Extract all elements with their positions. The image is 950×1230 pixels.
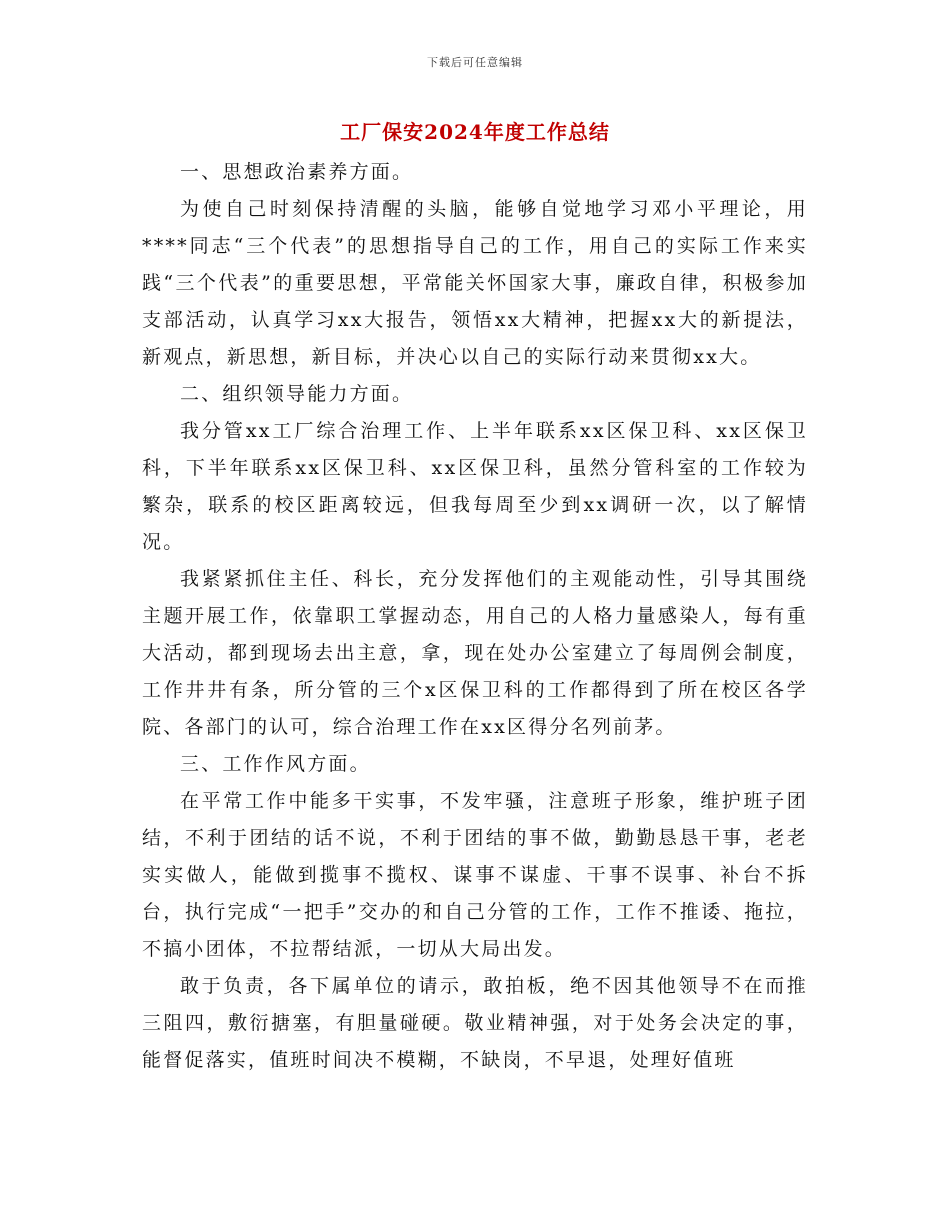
section-heading-leadership: 二、组织领导能力方面。 (180, 383, 414, 405)
document-body (142, 154, 808, 1079)
paragraph: 我分管xx工厂综合治理工作、上半年联系xx区保卫科、xx区保卫科，下半年联系xx区保卫科、xx区保卫科，虽然分管科室的工作较为繁杂，联系的校区距离较远，但我每周至少到xx调研一次，以了解情况。 (142, 420, 808, 553)
page-header-note: 下载后可任意编辑 (427, 56, 523, 69)
paragraph: 为使自己时刻保持清醒的头脑，能够自觉地学习邓小平理论，用****同志“三个代表”的思想指导自己的工作，用自己的实际工作来实践“三个代表”的重要思想，平常能关怀国家大事，廉政自律，积极参加支部活动，认真学习xx大报告，领悟xx大精神，把握xx大的新提法，新观点，新思想，新目标，并决心以自己的实际行动来贯彻xx大。 (142, 198, 808, 368)
section-heading-work-style: 三、工作作风方面。 (180, 753, 371, 775)
paragraph: 敢于负责，各下属单位的请示，敢拍板，绝不因其他领导不在而推三阻四，敷衍搪塞，有胆量碰硬。敬业精神强，对于处务会决定的事，能督促落实，值班时间决不模糊，不缺岗，不早退，处理好值班 (142, 975, 808, 1071)
document-title: 工厂保安2024年度工作总结 (340, 120, 610, 144)
paragraph: 在平常工作中能多干实事，不发牢骚，注意班子形象，维护班子团结，不利于团结的话不说，不利于团结的事不做，勤勤恳恳干事，老老实实做人，能做到揽事不揽权、谋事不谋虚、干事不误事、补台不拆台，执行完成“一把手”交办的和自己分管的工作，工作不推诿、拖拉，不搞小团体，不拉帮结派，一切从大局出发。 (142, 790, 808, 960)
section-heading-ideology: 一、思想政治素养方面。 (180, 161, 414, 183)
paragraph: 我紧紧抓住主任、科长，充分发挥他们的主观能动性，引导其围绕主题开展工作，依靠职工掌握动态，用自己的人格力量感染人，每有重大活动，都到现场去出主意，拿，现在处办公室建立了每周例会制度，工作井井有条，所分管的三个x区保卫科的工作都得到了所在校区各学院、各部门的认可，综合治理工作在xx区得分名列前茅。 (142, 568, 808, 738)
